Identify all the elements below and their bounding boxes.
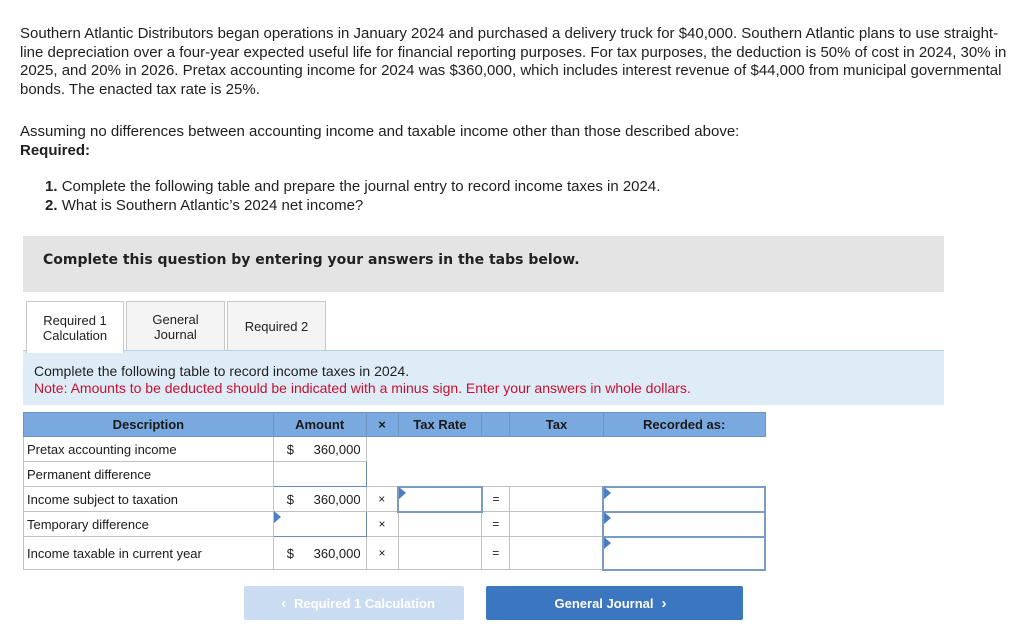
table-row [24, 537, 766, 570]
column-header-description: Description [24, 413, 274, 437]
amount-cell [273, 537, 366, 570]
amount-value: 360,000 [313, 491, 361, 507]
table-row [24, 512, 766, 537]
chevron-left-icon: ‹ [281, 594, 287, 612]
row-description: Income taxable in current year [24, 537, 274, 570]
table-header-row [24, 413, 766, 437]
column-header-amount: Amount [273, 413, 366, 437]
tax-rate-cell [398, 537, 482, 570]
row-description: Pretax accounting income [24, 437, 274, 462]
required-heading: Required: [20, 141, 91, 159]
tax-cell [510, 537, 604, 570]
previous-button-label: Required 1 Calculation [294, 595, 435, 611]
table-row [24, 462, 766, 487]
input-marker-icon [274, 511, 281, 523]
chevron-right-icon: › [661, 594, 667, 612]
row-description: Temporary difference [24, 512, 274, 537]
amount-cell [273, 487, 366, 512]
row-description: Income subject to taxation [24, 487, 274, 512]
tab-required-1-calculation[interactable] [26, 301, 124, 353]
tab-label-line1: Required 1 [43, 312, 107, 328]
amount-value: 360,000 [313, 545, 361, 561]
equals-symbol: = [482, 487, 510, 512]
tab-label-line2: Calculation [42, 327, 108, 343]
rate-input[interactable] [402, 488, 478, 511]
requirement-item [45, 196, 660, 215]
currency-symbol: $ [286, 545, 294, 561]
tab-label-line2: Journal [154, 326, 197, 342]
requirement-text: Complete the following table and prepare the journal entry to record income taxes in 2024. [61, 178, 661, 195]
currency-symbol: $ [286, 441, 294, 457]
currency-symbol: $ [286, 491, 294, 507]
times-symbol: × [366, 512, 398, 537]
instructions-panel [23, 351, 944, 405]
table-row [24, 487, 766, 512]
temporary-difference-input[interactable] [273, 512, 366, 537]
dropdown-marker-icon [604, 512, 611, 524]
tax-rate-cell [398, 512, 482, 537]
next-tab-button[interactable] [486, 586, 743, 620]
row-description: Permanent difference [24, 462, 274, 487]
instruction-banner [23, 236, 944, 292]
input-marker-icon [399, 487, 406, 499]
assumption-line: Assuming no differences between accounting income and taxable income other than those described above: [20, 123, 740, 140]
dropdown-marker-icon [604, 537, 611, 549]
tax-rate-input[interactable] [398, 487, 482, 512]
equals-symbol: = [482, 512, 510, 537]
assumption-text [20, 123, 739, 160]
amount-input[interactable] [277, 512, 363, 536]
column-header-equals [482, 413, 510, 437]
requirement-text: What is Southern Atlantic’s 2024 net income? [61, 197, 364, 214]
tab-label-line1: Required 2 [244, 319, 309, 334]
tax-cell [510, 487, 604, 512]
amount-cell [273, 437, 366, 462]
tab-general-journal[interactable] [126, 301, 225, 351]
next-button-label: General Journal [554, 595, 654, 611]
times-symbol: × [366, 537, 398, 570]
requirement-item [45, 177, 660, 196]
instruction-text: Complete the following table to record income taxes in 2024. [34, 363, 410, 379]
income-tax-table [23, 412, 766, 571]
previous-tab-button[interactable] [244, 586, 464, 620]
permanent-difference-input[interactable] [273, 462, 366, 487]
amount-input[interactable] [277, 462, 363, 486]
table-row [24, 437, 766, 462]
tab-label-line1: General [152, 311, 199, 327]
tax-cell [510, 512, 604, 537]
times-symbol: × [366, 487, 398, 512]
requirement-number: 2. [45, 197, 58, 214]
column-header-recorded-as: Recorded as: [603, 413, 765, 437]
recorded-as-select[interactable] [603, 512, 765, 537]
column-header-tax: Tax [510, 413, 604, 437]
problem-statement: Southern Atlantic Distributors began operations in January 2024 and purchased a delivery truck for $40,000. Southern Atlantic plans to use straight-line depreciation over a four-year expected useful life for financial reporting purposes. For tax purposes, the deduction is 50% of cost in 2024, 30% in 2025, and 20% in 2026. Pretax accounting income for 2024 was $360,000, which includes interest revenue of $44,000 from municipal governmental bonds. The enacted tax rate is 25%. [20, 25, 1007, 98]
column-header-tax-rate: Tax Rate [398, 413, 482, 437]
column-header-times: × [366, 413, 398, 437]
equals-symbol: = [482, 537, 510, 570]
tab-required-2[interactable] [227, 301, 326, 351]
requirement-number: 1. [45, 178, 58, 195]
amount-value: 360,000 [313, 441, 361, 457]
recorded-as-select[interactable] [603, 537, 765, 570]
instruction-note: Note: Amounts to be deducted should be indicated with a minus sign. Enter your answers in whole dollars. [34, 380, 691, 396]
banner-text: Complete this question by entering your answers in the tabs below. [43, 252, 580, 268]
requirements-list [45, 177, 660, 215]
dropdown-marker-icon [604, 487, 611, 499]
recorded-as-select[interactable] [603, 487, 765, 512]
